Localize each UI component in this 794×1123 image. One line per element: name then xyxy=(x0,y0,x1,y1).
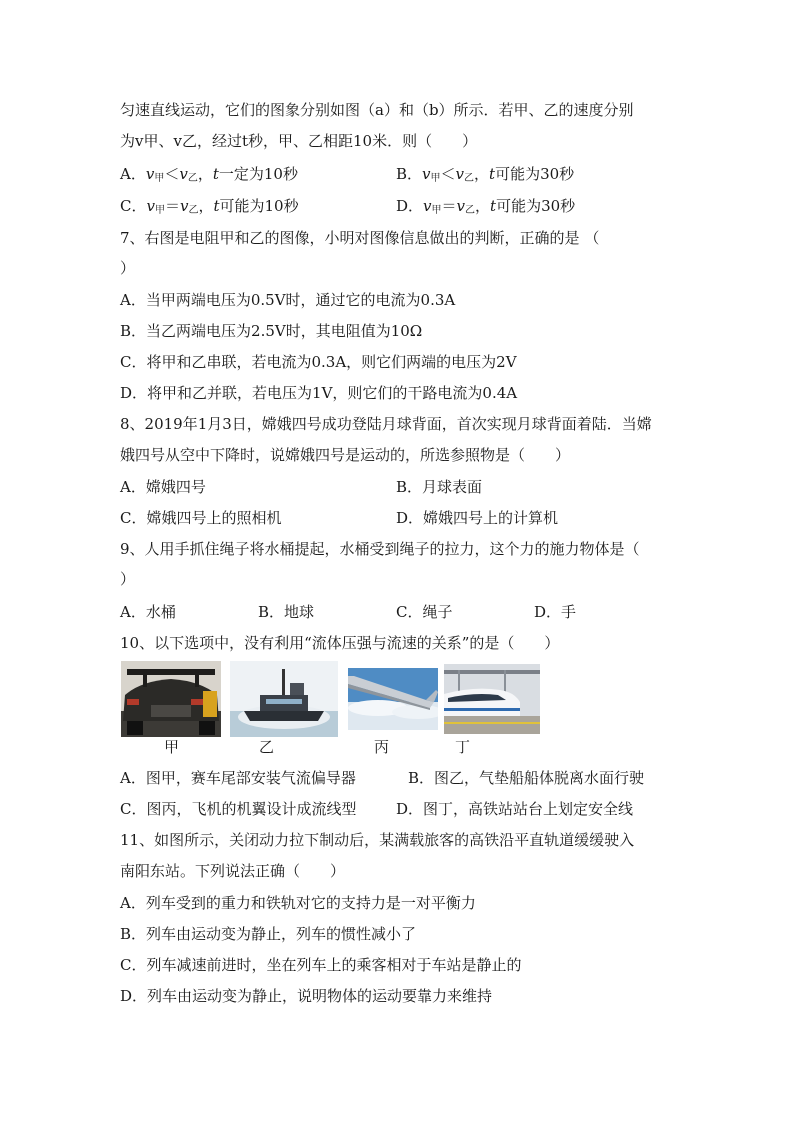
q10-option-d[interactable]: D．图丁，高铁站站台上划定安全线 xyxy=(396,800,634,818)
q6-option-b[interactable]: B．$v_甲<v_乙$，t可能为30秒 xyxy=(396,165,575,184)
race-car-spoiler-photo xyxy=(121,661,221,737)
q6-option-c[interactable]: C．$v_甲=v_乙$，t可能为10秒 xyxy=(120,197,299,216)
q7-option-b[interactable]: B．当乙两端电压为2.5V时，其电阻值为10Ω xyxy=(120,322,423,340)
q6-stem-line-1: 匀速直线运动，它们的图象分别如图（a）和（b）所示．若甲、乙的速度分别 xyxy=(120,101,634,119)
q9-option-b[interactable]: B．地球 xyxy=(258,603,315,621)
q10-option-a[interactable]: A．图甲，赛车尾部安装气流偏导器 xyxy=(120,769,356,787)
airplane-wing-photo xyxy=(348,668,438,730)
q11-option-b[interactable]: B．列车由运动变为静止，列车的惯性减小了 xyxy=(120,925,417,943)
q6-option-d[interactable]: D．$v_甲=v_乙$，t可能为30秒 xyxy=(396,197,576,216)
q8-option-b[interactable]: B．月球表面 xyxy=(396,478,483,496)
photo-caption-yi: 乙 xyxy=(259,738,275,756)
q11-option-d[interactable]: D．列车由运动变为静止，说明物体的运动要靠力来维持 xyxy=(120,987,493,1005)
q6-stem-line-2: 为v甲、v乙，经过t秒，甲、乙相距10米．则（ ） xyxy=(120,132,478,150)
q7-option-c[interactable]: C．将甲和乙串联，若电流为0.3A，则它们两端的电压为2V xyxy=(120,353,517,371)
q11-stem-line-2: 南阳东站。下列说法正确（ ） xyxy=(120,862,346,880)
q7-stem-line-2: ） xyxy=(120,259,136,277)
q8-stem-line-2: 娥四号从空中下降时，说嫦娥四号是运动的，所选参照物是（ ） xyxy=(120,446,571,464)
photo-caption-jia: 甲 xyxy=(164,738,180,756)
q8-option-d[interactable]: D．嫦娥四号上的计算机 xyxy=(396,509,559,527)
q9-option-a[interactable]: A．水桶 xyxy=(120,603,176,621)
q11-option-a[interactable]: A．列车受到的重力和铁轨对它的支持力是一对平衡力 xyxy=(120,894,476,912)
q7-option-a[interactable]: A．当甲两端电压为0.5V时，通过它的电流为0.3A xyxy=(120,291,456,309)
q8-option-c[interactable]: C．嫦娥四号上的照相机 xyxy=(120,509,282,527)
q9-stem-line-2: ） xyxy=(120,570,136,588)
q7-option-d[interactable]: D．将甲和乙并联，若电压为1V，则它们的干路电流为0.4A xyxy=(120,384,518,402)
q10-stem: 10、以下选项中，没有利用“流体压强与流速的关系”的是（ ） xyxy=(120,634,560,652)
q7-stem-line-1: 7、右图是电阻甲和乙的图像，小明对图像信息做出的判断，正确的是 （ xyxy=(120,229,600,247)
q8-option-a[interactable]: A．嫦娥四号 xyxy=(120,478,206,496)
hovercraft-photo xyxy=(230,661,338,737)
q6-option-a[interactable]: A．$v_甲<v_乙$，t一定为10秒 xyxy=(120,165,298,184)
q9-option-d[interactable]: D．手 xyxy=(534,603,577,621)
photo-caption-ding: 丁 xyxy=(455,738,471,756)
q9-option-c[interactable]: C．绳子 xyxy=(396,603,453,621)
q11-stem-line-1: 11、如图所示，关闭动力拉下制动后，某满载旅客的高铁沿平直轨道缓缓驶入 xyxy=(120,831,635,849)
high-speed-train-photo xyxy=(444,664,540,734)
q10-option-b[interactable]: B．图乙，气垫船船体脱离水面行驶 xyxy=(408,769,645,787)
q11-option-c[interactable]: C．列车减速前进时，坐在列车上的乘客相对于车站是静止的 xyxy=(120,956,522,974)
q10-option-c[interactable]: C．图丙，飞机的机翼设计成流线型 xyxy=(120,800,357,818)
q8-stem-line-1: 8、2019年1月3日，嫦娥四号成功登陆月球背面，首次实现月球背面着陆．当嫦 xyxy=(120,415,652,433)
photo-caption-bing: 丙 xyxy=(374,738,390,756)
q9-stem-line-1: 9、人用手抓住绳子将水桶提起，水桶受到绳子的拉力，这个力的施力物体是（ xyxy=(120,540,640,558)
